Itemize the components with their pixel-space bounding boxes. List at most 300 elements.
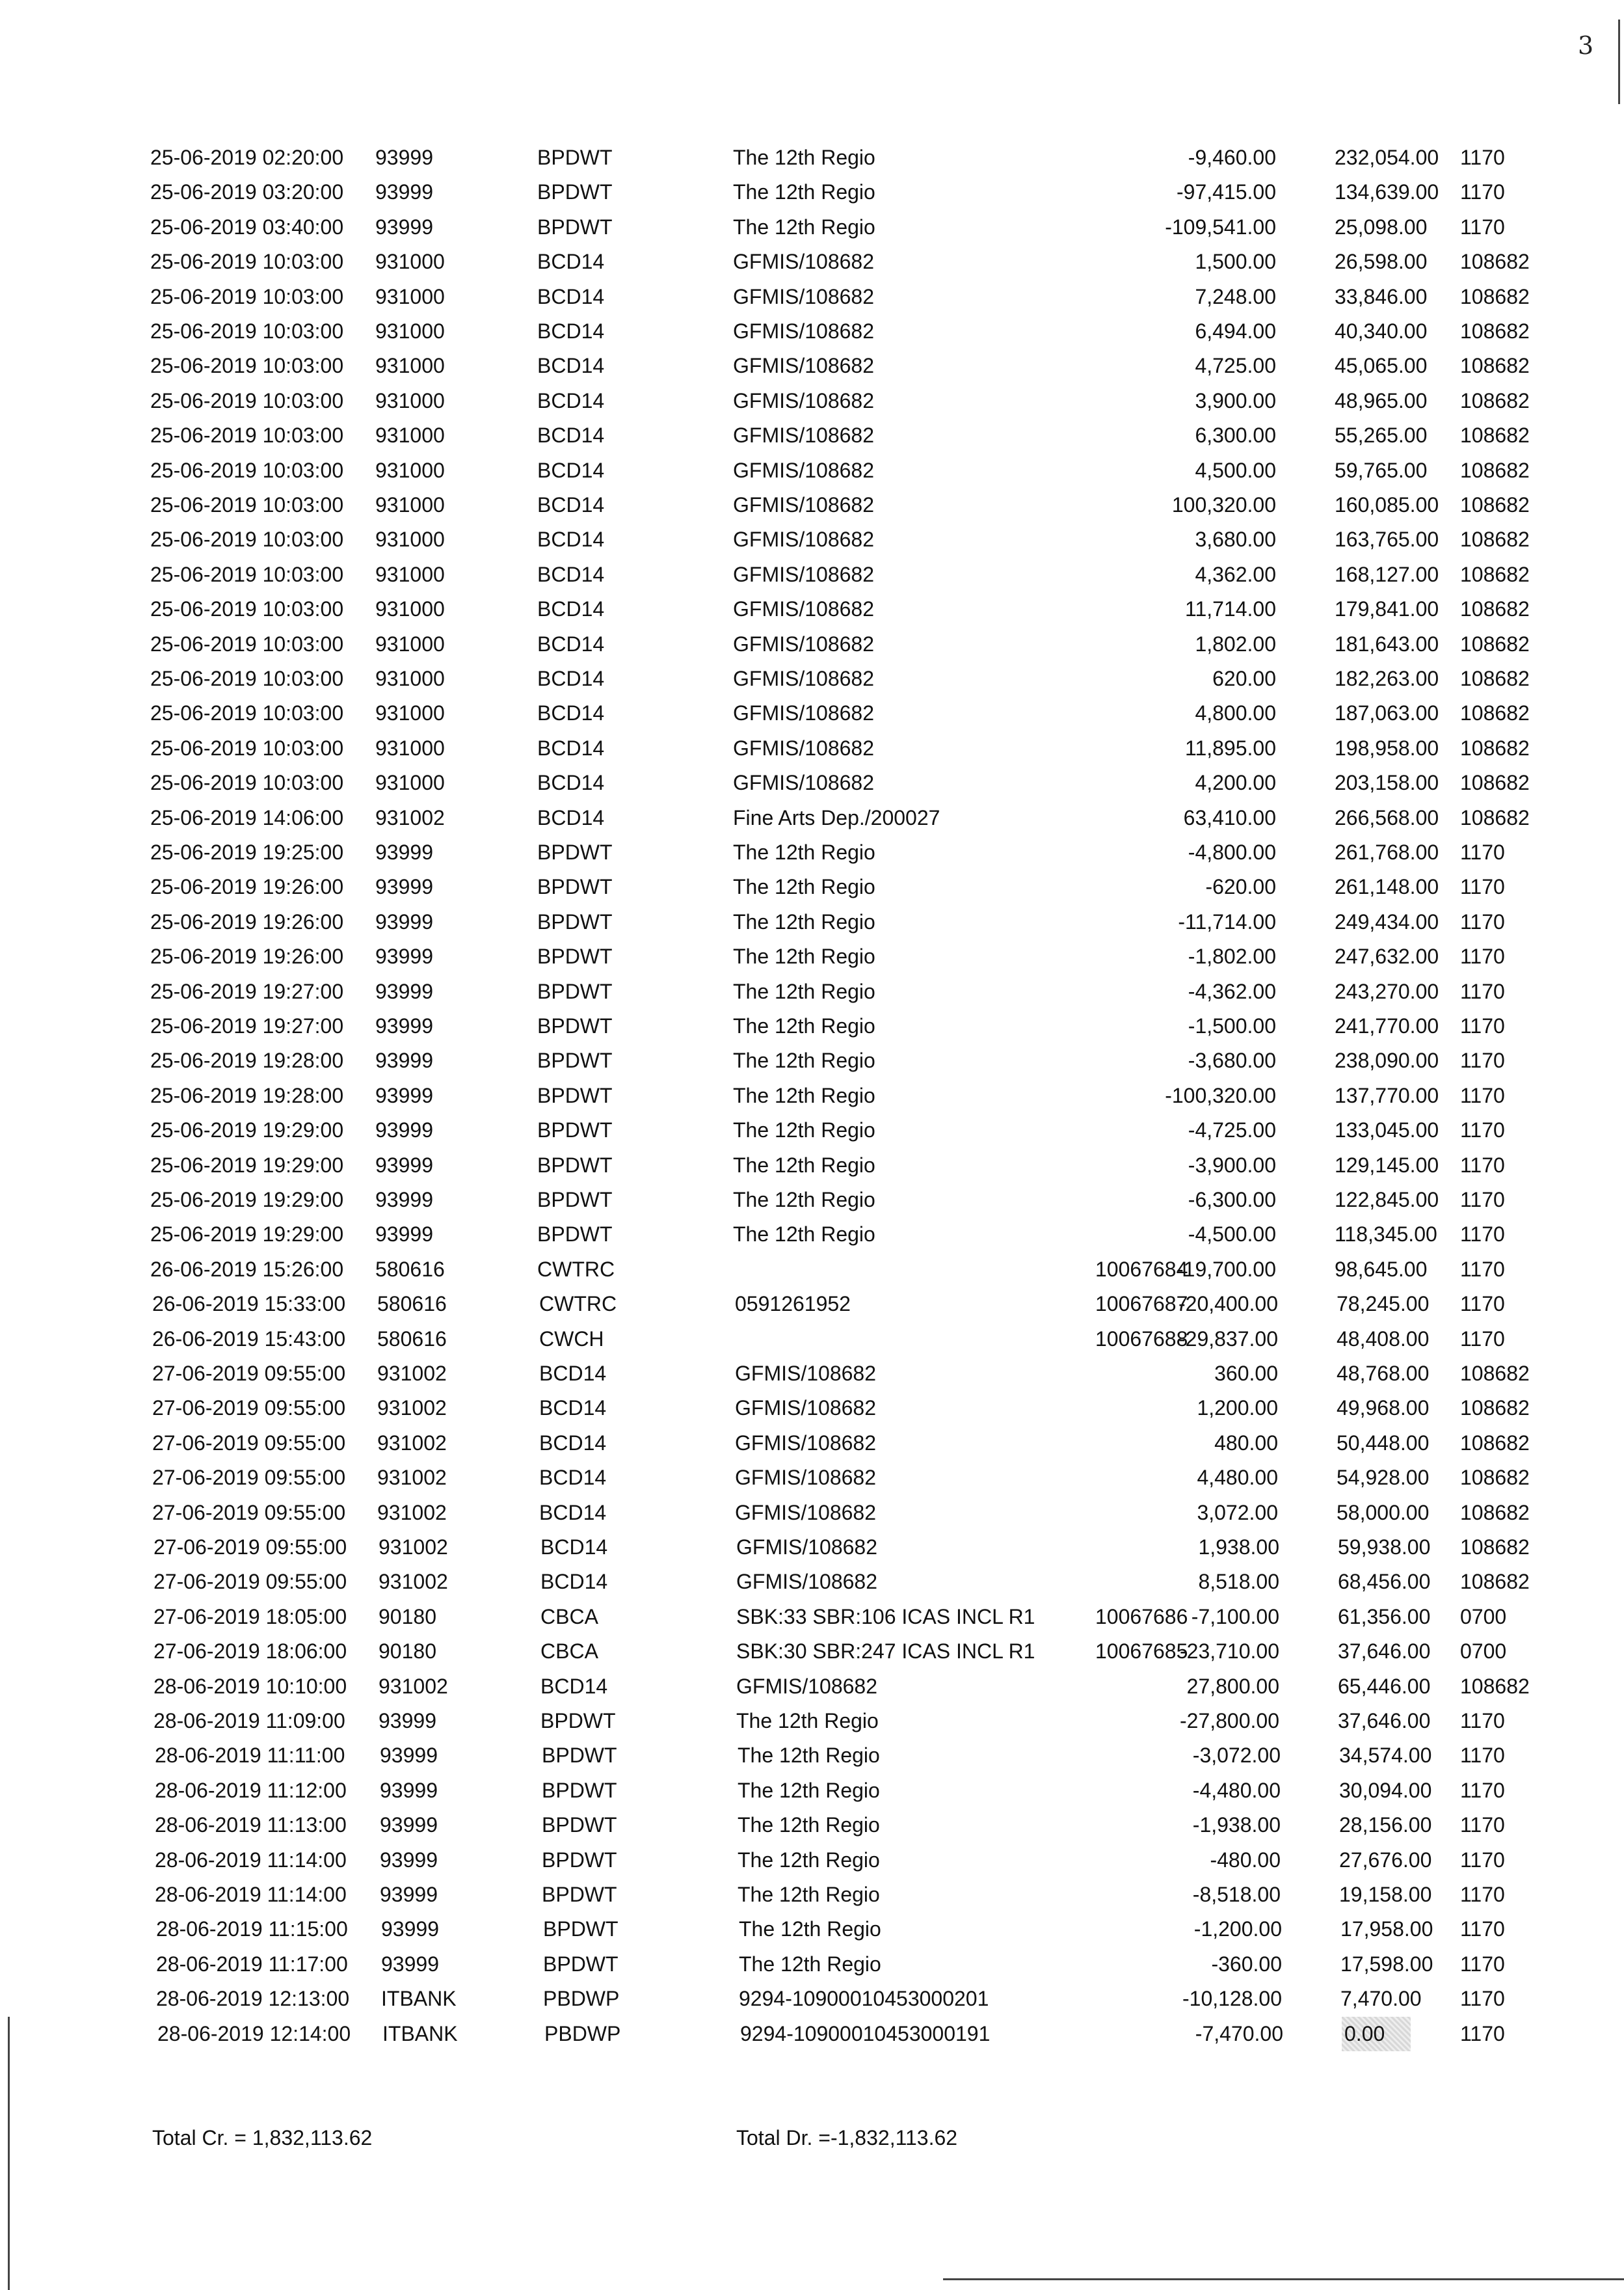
txn-type: BCD14: [537, 458, 605, 482]
table-row: [0, 1912, 1624, 1946]
txn-branch: 108682: [1460, 284, 1530, 308]
table-row: [0, 1634, 1624, 1669]
txn-description: GFMIS/108682: [733, 771, 874, 795]
txn-description: The 12th Regio: [733, 909, 875, 934]
txn-amount: 6,494.00: [1195, 319, 1276, 343]
txn-datetime: 25-06-2019 19:29:00: [150, 1222, 344, 1246]
txn-type: BCD14: [537, 667, 605, 690]
txn-balance: 33,846.00: [1335, 284, 1428, 308]
txn-datetime: 25-06-2019 10:03:00: [150, 562, 344, 586]
txn-amount: -480.00: [1210, 1848, 1281, 1872]
txn-type: CBCA: [540, 1604, 598, 1628]
txn-code: 93999: [375, 909, 433, 934]
txn-description: GFMIS/108682: [733, 388, 874, 412]
txn-amount: -6,300.00: [1188, 1188, 1276, 1211]
table-row: [0, 1287, 1624, 1321]
txn-description: The 12th Regio: [733, 1188, 875, 1211]
txn-code: 931000: [375, 250, 445, 274]
txn-branch: 108682: [1460, 388, 1530, 412]
txn-description: GFMIS/108682: [733, 250, 874, 274]
txn-amount: -7,470.00: [1195, 2021, 1283, 2045]
txn-code: 93999: [375, 945, 433, 969]
txn-datetime: 27-06-2019 09:55:00: [152, 1396, 346, 1420]
txn-type: PBDWP: [543, 1987, 620, 2011]
txn-amount: -1,802.00: [1188, 945, 1276, 969]
txn-amount: 3,072.00: [1197, 1500, 1278, 1524]
txn-code: 931002: [377, 1431, 447, 1455]
table-row: [0, 1252, 1624, 1287]
txn-description: GFMIS/108682: [736, 1570, 877, 1594]
txn-datetime: 28-06-2019 10:10:00: [153, 1674, 347, 1698]
txn-branch: 1170: [1460, 2021, 1505, 2045]
txn-type: BPDWT: [537, 875, 613, 899]
txn-type: BCD14: [539, 1362, 607, 1385]
txn-balance: 37,646.00: [1338, 1639, 1431, 1664]
txn-amount: -109,541.00: [1165, 215, 1276, 239]
table-row: [0, 245, 1624, 279]
total-debit: Total Dr. =-1,832,113.62: [736, 2126, 958, 2149]
txn-branch: 108682: [1460, 805, 1530, 829]
table-row: [0, 662, 1624, 696]
txn-amount: 620.00: [1212, 667, 1276, 690]
txn-balance: 68,456.00: [1338, 1570, 1431, 1594]
txn-branch: 108682: [1460, 250, 1530, 274]
txn-branch: 1170: [1460, 1987, 1505, 2011]
txn-type: BPDWT: [537, 1014, 613, 1038]
txn-code: 931000: [375, 562, 445, 586]
table-row: [0, 210, 1624, 245]
txn-datetime: 25-06-2019 10:03:00: [150, 388, 344, 412]
txn-description: GFMIS/108682: [733, 632, 874, 656]
total-credit: Total Cr. = 1,832,113.62: [152, 2126, 373, 2149]
table-row: [0, 939, 1624, 974]
txn-branch: 1170: [1460, 215, 1505, 239]
txn-type: BCD14: [539, 1431, 607, 1455]
txn-type: BPDWT: [542, 1744, 617, 1768]
txn-branch: 1170: [1460, 1778, 1505, 1802]
txn-balance: 134,639.00: [1335, 180, 1439, 204]
txn-description: The 12th Regio: [738, 1883, 880, 1906]
txn-code: 931002: [379, 1674, 448, 1698]
table-row: [0, 1878, 1624, 1912]
txn-datetime: 25-06-2019 10:03:00: [150, 319, 344, 343]
txn-type: BCD14: [537, 701, 605, 725]
txn-amount: -3,900.00: [1188, 1153, 1276, 1177]
totals-row: [0, 2126, 1624, 2165]
txn-datetime: 27-06-2019 09:55:00: [153, 1535, 347, 1559]
table-row: [0, 1704, 1624, 1738]
table-row: [0, 1356, 1624, 1391]
txn-code: 931002: [379, 1570, 448, 1594]
txn-type: BCD14: [540, 1535, 608, 1559]
txn-amount: 1,802.00: [1195, 632, 1276, 656]
txn-code: 93999: [375, 215, 433, 239]
txn-amount: 1,200.00: [1197, 1396, 1278, 1420]
txn-amount: -3,072.00: [1192, 1744, 1281, 1768]
txn-description: GFMIS/108682: [735, 1431, 876, 1455]
txn-amount: -3,680.00: [1188, 1049, 1276, 1073]
table-row: [0, 1044, 1624, 1078]
table-row: [0, 453, 1624, 488]
txn-amount: -8,518.00: [1192, 1883, 1281, 1906]
txn-branch: 108682: [1460, 1674, 1530, 1698]
txn-description: The 12th Regio: [738, 1744, 880, 1768]
txn-amount: 11,895.00: [1185, 736, 1276, 760]
table-row: [0, 1530, 1624, 1565]
txn-code: ITBANK: [381, 1987, 457, 2011]
txn-balance: 118,345.00: [1335, 1222, 1437, 1246]
table-row: [0, 1217, 1624, 1252]
txn-balance: 122,845.00: [1335, 1188, 1439, 1211]
txn-branch: 1170: [1460, 1848, 1505, 1872]
txn-datetime: 25-06-2019 19:28:00: [150, 1083, 344, 1107]
txn-code: 93999: [379, 1709, 436, 1732]
txn-branch: 1170: [1460, 1952, 1505, 1976]
txn-code: 93999: [375, 875, 433, 899]
txn-description: The 12th Regio: [736, 1709, 879, 1732]
table-row: [0, 418, 1624, 453]
txn-code: 931000: [375, 424, 445, 448]
txn-amount: -100,320.00: [1165, 1083, 1276, 1107]
txn-datetime: 27-06-2019 18:05:00: [153, 1604, 347, 1628]
txn-balance: 0.00: [1342, 2017, 1411, 2051]
txn-amount: 3,900.00: [1195, 388, 1276, 412]
txn-amount: -620.00: [1205, 875, 1276, 899]
table-row: [0, 1669, 1624, 1704]
txn-balance: 61,356.00: [1338, 1604, 1431, 1628]
txn-description: The 12th Regio: [733, 1153, 875, 1177]
table-row: [0, 696, 1624, 731]
txn-datetime: 28-06-2019 11:14:00: [155, 1848, 347, 1872]
txn-description: The 12th Regio: [738, 1848, 880, 1872]
txn-type: BPDWT: [542, 1778, 617, 1802]
txn-datetime: 25-06-2019 19:26:00: [150, 945, 344, 969]
txn-datetime: 25-06-2019 19:26:00: [150, 909, 344, 934]
txn-code: 931000: [375, 632, 445, 656]
txn-branch: 1170: [1460, 1917, 1505, 1941]
txn-datetime: 25-06-2019 10:03:00: [150, 250, 344, 274]
txn-description: 9294-10900010453000201: [739, 1987, 989, 2011]
txn-datetime: 28-06-2019 12:13:00: [156, 1987, 350, 2011]
txn-code: 931002: [377, 1466, 447, 1490]
txn-code: 931000: [375, 701, 445, 725]
txn-type: BCD14: [539, 1500, 607, 1524]
txn-balance: 238,090.00: [1335, 1049, 1439, 1073]
txn-code: 931002: [377, 1500, 447, 1524]
page-number: 3: [1578, 31, 1594, 60]
txn-branch: 1170: [1460, 841, 1505, 864]
txn-code: 931000: [375, 597, 445, 621]
txn-datetime: 25-06-2019 10:03:00: [150, 458, 344, 482]
txn-amount: 4,362.00: [1195, 562, 1276, 586]
txn-description: GFMIS/108682: [733, 562, 874, 586]
txn-type: PBDWP: [544, 2021, 621, 2045]
txn-datetime: 25-06-2019 03:20:00: [150, 180, 344, 204]
txn-datetime: 27-06-2019 18:06:00: [153, 1639, 347, 1664]
txn-type: BPDWT: [543, 1952, 619, 1976]
txn-balance: 78,245.00: [1337, 1292, 1430, 1316]
table-row: [0, 766, 1624, 800]
txn-datetime: 25-06-2019 19:27:00: [150, 1014, 344, 1038]
txn-amount: 1,500.00: [1195, 250, 1276, 274]
txn-description: GFMIS/108682: [733, 493, 874, 517]
txn-amount: 480.00: [1214, 1431, 1278, 1455]
txn-description: The 12th Regio: [733, 1118, 875, 1142]
txn-description: GFMIS/108682: [733, 458, 874, 482]
txn-description: 9294-10900010453000191: [740, 2021, 991, 2045]
table-row: [0, 558, 1624, 592]
txn-description: The 12th Regio: [733, 215, 875, 239]
txn-branch: 1170: [1460, 875, 1505, 899]
txn-balance: 34,574.00: [1339, 1744, 1432, 1768]
txn-branch: 108682: [1460, 1570, 1530, 1594]
txn-amount: 4,800.00: [1195, 701, 1276, 725]
txn-branch: 1170: [1460, 945, 1505, 969]
txn-balance: 27,676.00: [1339, 1848, 1432, 1872]
txn-type: BCD14: [537, 284, 605, 308]
txn-code: ITBANK: [382, 2021, 458, 2045]
table-row: [0, 1773, 1624, 1808]
txn-description: The 12th Regio: [733, 945, 875, 969]
table-row: [0, 1079, 1624, 1113]
txn-balance: 198,958.00: [1335, 736, 1439, 760]
txn-reference: 10067685: [1095, 1639, 1188, 1664]
txn-type: CWCH: [539, 1327, 604, 1351]
txn-type: CBCA: [540, 1639, 598, 1664]
txn-code: 931000: [375, 493, 445, 517]
txn-balance: 45,065.00: [1335, 354, 1428, 378]
txn-amount: -1,500.00: [1188, 1014, 1276, 1038]
txn-description: SBK:30 SBR:247 ICAS INCL R1: [736, 1639, 1035, 1664]
txn-type: BPDWT: [543, 1917, 619, 1941]
txn-description: GFMIS/108682: [733, 736, 874, 760]
txn-branch: 1170: [1460, 1188, 1505, 1211]
txn-description: GFMIS/108682: [735, 1466, 876, 1490]
txn-description: GFMIS/108682: [733, 528, 874, 552]
txn-description: The 12th Regio: [738, 1778, 880, 1802]
txn-branch: 108682: [1460, 562, 1530, 586]
txn-type: BPDWT: [540, 1709, 616, 1732]
txn-code: 931002: [377, 1396, 447, 1420]
txn-balance: 129,145.00: [1335, 1153, 1439, 1177]
txn-branch: 1170: [1460, 180, 1505, 204]
table-row: [0, 175, 1624, 209]
txn-amount: -1,938.00: [1192, 1813, 1281, 1837]
txn-amount: -27,800.00: [1179, 1709, 1279, 1732]
txn-amount: -4,480.00: [1192, 1778, 1281, 1802]
table-row: [0, 905, 1624, 939]
txn-datetime: 28-06-2019 11:09:00: [153, 1709, 345, 1732]
txn-datetime: 25-06-2019 19:29:00: [150, 1188, 344, 1211]
txn-branch: 1170: [1460, 909, 1505, 934]
txn-code: 931002: [379, 1535, 448, 1559]
txn-datetime: 27-06-2019 09:55:00: [152, 1500, 346, 1524]
txn-type: BCD14: [537, 771, 605, 795]
txn-type: BCD14: [537, 354, 605, 378]
txn-datetime: 25-06-2019 19:29:00: [150, 1118, 344, 1142]
txn-type: BPDWT: [537, 1083, 613, 1107]
txn-code: 93999: [375, 1188, 433, 1211]
txn-balance: 30,094.00: [1339, 1778, 1432, 1802]
table-row: [0, 522, 1624, 557]
table-row: [0, 1982, 1624, 2016]
txn-type: BCD14: [537, 597, 605, 621]
txn-branch: 108682: [1460, 1362, 1530, 1385]
txn-code: 93999: [380, 1848, 438, 1872]
txn-type: BCD14: [537, 562, 605, 586]
txn-datetime: 27-06-2019 09:55:00: [153, 1570, 347, 1594]
txn-code: 931002: [375, 805, 445, 829]
txn-type: BPDWT: [537, 841, 613, 864]
txn-balance: 54,928.00: [1337, 1466, 1430, 1490]
txn-code: 580616: [375, 1257, 445, 1281]
txn-branch: 108682: [1460, 701, 1530, 725]
txn-code: 93999: [375, 1222, 433, 1246]
txn-code: 580616: [377, 1292, 447, 1316]
txn-description: The 12th Regio: [733, 180, 875, 204]
txn-description: The 12th Regio: [733, 875, 875, 899]
txn-description: GFMIS/108682: [733, 354, 874, 378]
txn-balance: 98,645.00: [1335, 1257, 1428, 1281]
txn-type: BPDWT: [537, 146, 613, 169]
txn-amount: 4,725.00: [1195, 354, 1276, 378]
txn-datetime: 28-06-2019 12:14:00: [157, 2021, 351, 2045]
txn-amount: 27,800.00: [1186, 1674, 1279, 1698]
txn-datetime: 25-06-2019 19:25:00: [150, 841, 344, 864]
txn-datetime: 26-06-2019 15:26:00: [150, 1257, 344, 1281]
txn-balance: 40,340.00: [1335, 319, 1428, 343]
txn-balance: 181,643.00: [1335, 632, 1439, 656]
txn-description: GFMIS/108682: [735, 1362, 876, 1385]
txn-balance: 243,270.00: [1335, 979, 1439, 1003]
txn-amount: 4,500.00: [1195, 458, 1276, 482]
txn-datetime: 26-06-2019 15:33:00: [152, 1292, 346, 1316]
txn-code: 93999: [375, 979, 433, 1003]
table-row: [0, 592, 1624, 626]
txn-branch: 108682: [1460, 1500, 1530, 1524]
txn-description: The 12th Regio: [733, 1014, 875, 1038]
txn-description: SBK:33 SBR:106 ICAS INCL R1: [736, 1604, 1035, 1628]
txn-type: BPDWT: [537, 180, 613, 204]
txn-balance: 55,265.00: [1335, 424, 1428, 448]
txn-branch: 1170: [1460, 1292, 1505, 1316]
txn-amount: -19,700.00: [1176, 1257, 1276, 1281]
txn-datetime: 28-06-2019 11:17:00: [156, 1952, 348, 1976]
txn-description: GFMIS/108682: [733, 319, 874, 343]
txn-amount: -360.00: [1211, 1952, 1282, 1976]
txn-balance: 182,263.00: [1335, 667, 1439, 690]
txn-code: 931000: [375, 284, 445, 308]
txn-branch: 0700: [1460, 1604, 1507, 1628]
txn-type: BCD14: [537, 632, 605, 656]
txn-amount: -9,460.00: [1188, 146, 1276, 169]
txn-type: BCD14: [537, 805, 605, 829]
txn-description: The 12th Regio: [733, 1049, 875, 1073]
bottom-margin-line: [943, 2278, 1624, 2280]
txn-description: The 12th Regio: [733, 979, 875, 1003]
txn-balance: 58,000.00: [1337, 1500, 1430, 1524]
txn-code: 93999: [375, 180, 433, 204]
txn-balance: 59,765.00: [1335, 458, 1428, 482]
txn-amount: 4,200.00: [1195, 771, 1276, 795]
table-row: [0, 1565, 1624, 1599]
txn-balance: 48,965.00: [1335, 388, 1428, 412]
txn-description: GFMIS/108682: [733, 424, 874, 448]
table-row: [0, 731, 1624, 766]
txn-type: BCD14: [539, 1466, 607, 1490]
txn-code: 580616: [377, 1327, 447, 1351]
txn-type: BPDWT: [542, 1848, 617, 1872]
txn-type: BCD14: [539, 1396, 607, 1420]
txn-amount: -1,200.00: [1193, 1917, 1282, 1941]
txn-description: The 12th Regio: [733, 841, 875, 864]
txn-balance: 65,446.00: [1338, 1674, 1431, 1698]
txn-branch: 108682: [1460, 424, 1530, 448]
txn-branch: 1170: [1460, 1883, 1505, 1906]
txn-amount: -4,725.00: [1188, 1118, 1276, 1142]
txn-branch: 1170: [1460, 979, 1505, 1003]
table-row: [0, 1009, 1624, 1044]
txn-type: BPDWT: [537, 1049, 613, 1073]
txn-description: GFMIS/108682: [736, 1674, 877, 1698]
txn-branch: 1170: [1460, 1153, 1505, 1177]
txn-type: BCD14: [540, 1570, 608, 1594]
txn-description: The 12th Regio: [739, 1952, 881, 1976]
txn-type: BPDWT: [537, 979, 613, 1003]
txn-amount: -20,400.00: [1178, 1292, 1278, 1316]
table-row: [0, 870, 1624, 904]
txn-code: 93999: [375, 841, 433, 864]
txn-datetime: 25-06-2019 10:03:00: [150, 771, 344, 795]
txn-code: 93999: [380, 1744, 438, 1768]
txn-code: 93999: [381, 1952, 439, 1976]
table-row: [0, 384, 1624, 418]
txn-datetime: 25-06-2019 10:03:00: [150, 528, 344, 552]
txn-datetime: 25-06-2019 19:26:00: [150, 875, 344, 899]
txn-balance: 168,127.00: [1335, 562, 1439, 586]
txn-code: 931000: [375, 388, 445, 412]
txn-description: GFMIS/108682: [733, 597, 874, 621]
txn-code: 93999: [380, 1778, 438, 1802]
txn-code: 931000: [375, 667, 445, 690]
txn-datetime: 26-06-2019 15:43:00: [152, 1327, 346, 1351]
txn-branch: 108682: [1460, 1466, 1530, 1490]
txn-datetime: 25-06-2019 03:40:00: [150, 215, 344, 239]
txn-code: 93999: [375, 1118, 433, 1142]
table-row: [0, 1808, 1624, 1842]
txn-datetime: 25-06-2019 10:03:00: [150, 493, 344, 517]
txn-reference: 10067684: [1095, 1257, 1188, 1281]
txn-type: BPDWT: [537, 1222, 613, 1246]
txn-balance: 266,568.00: [1335, 805, 1439, 829]
table-row: [0, 1391, 1624, 1425]
txn-code: 93999: [375, 1014, 433, 1038]
txn-branch: 108682: [1460, 528, 1530, 552]
txn-balance: 48,408.00: [1337, 1327, 1430, 1351]
txn-datetime: 25-06-2019 10:03:00: [150, 701, 344, 725]
txn-reference: 10067687: [1095, 1292, 1188, 1316]
txn-amount: -7,100.00: [1191, 1604, 1279, 1628]
txn-amount: -4,800.00: [1188, 841, 1276, 864]
txn-datetime: 25-06-2019 10:03:00: [150, 284, 344, 308]
txn-balance: 26,598.00: [1335, 250, 1428, 274]
txn-type: BPDWT: [537, 945, 613, 969]
txn-datetime: 28-06-2019 11:15:00: [156, 1917, 348, 1941]
txn-code: 931000: [375, 736, 445, 760]
txn-balance: 7,470.00: [1340, 1987, 1422, 2011]
txn-balance: 48,768.00: [1337, 1362, 1430, 1385]
txn-description: The 12th Regio: [733, 1222, 875, 1246]
